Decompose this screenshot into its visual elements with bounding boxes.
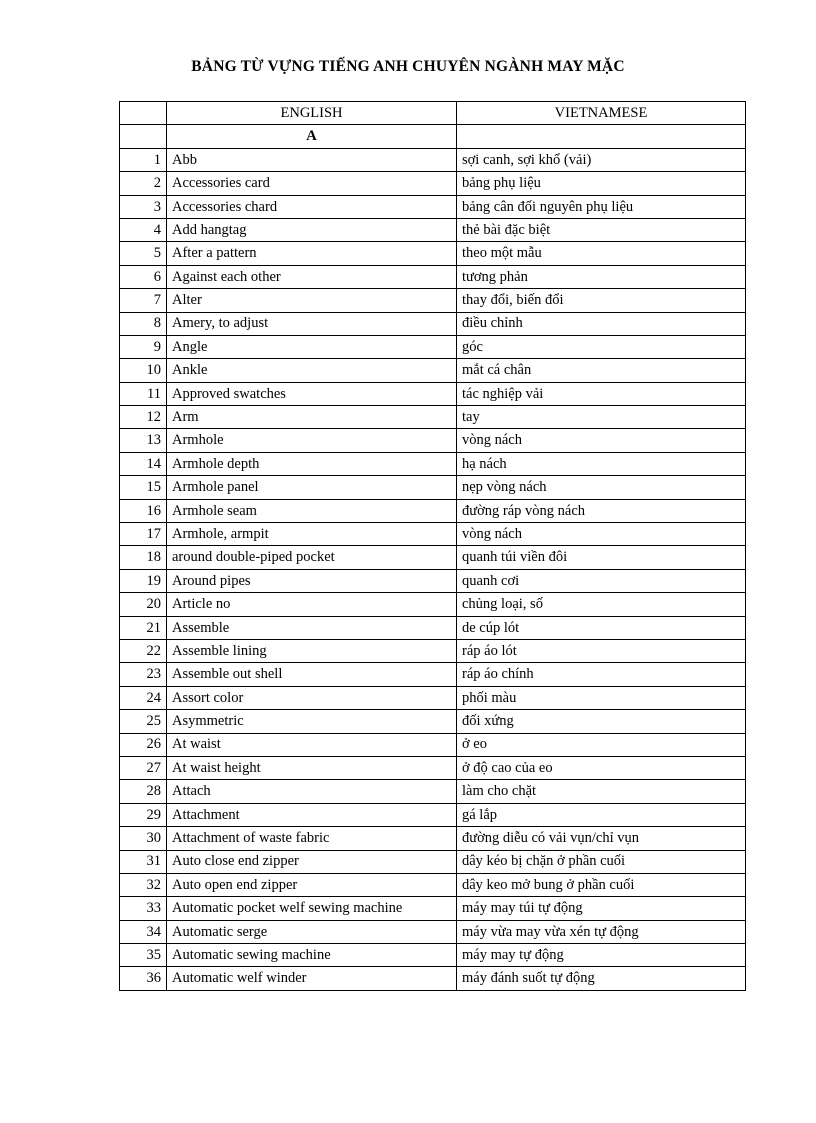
vietnamese-term: mắt cá chân xyxy=(457,359,746,382)
row-number: 9 xyxy=(120,335,167,358)
english-term: Accessories chard xyxy=(167,195,457,218)
vietnamese-term: điều chỉnh xyxy=(457,312,746,335)
table-row xyxy=(120,850,746,873)
vietnamese-term: de cúp lót xyxy=(457,616,746,639)
english-term: Auto open end zipper xyxy=(167,873,457,896)
table-row xyxy=(120,429,746,452)
vietnamese-term: máy đánh suốt tự động xyxy=(457,967,746,990)
table-row xyxy=(120,593,746,616)
table-row xyxy=(120,616,746,639)
english-term: Armhole seam xyxy=(167,499,457,522)
english-term: Add hangtag xyxy=(167,218,457,241)
row-number: 21 xyxy=(120,616,167,639)
row-number: 30 xyxy=(120,827,167,850)
vietnamese-term: vòng nách xyxy=(457,429,746,452)
row-number: 28 xyxy=(120,780,167,803)
english-term: Amery, to adjust xyxy=(167,312,457,335)
vietnamese-term: tương phản xyxy=(457,265,746,288)
table-row xyxy=(120,148,746,171)
vietnamese-term: quanh cơi xyxy=(457,569,746,592)
row-number: 23 xyxy=(120,663,167,686)
vietnamese-term: hạ nách xyxy=(457,452,746,475)
row-number: 12 xyxy=(120,406,167,429)
english-term: Auto close end zipper xyxy=(167,850,457,873)
row-number: 26 xyxy=(120,733,167,756)
row-number: 22 xyxy=(120,639,167,662)
row-number: 13 xyxy=(120,429,167,452)
section-letter: A xyxy=(167,125,457,148)
vietnamese-term: máy vừa may vừa xén tự động xyxy=(457,920,746,943)
vietnamese-term: máy may tự động xyxy=(457,944,746,967)
row-number: 36 xyxy=(120,967,167,990)
table-row xyxy=(120,920,746,943)
table-row xyxy=(120,873,746,896)
header-vietnamese: VIETNAMESE xyxy=(457,102,746,125)
vietnamese-term: tác nghiệp vải xyxy=(457,382,746,405)
vietnamese-term: vòng nách xyxy=(457,523,746,546)
table-row xyxy=(120,172,746,195)
english-term: Alter xyxy=(167,289,457,312)
english-term: Automatic sewing machine xyxy=(167,944,457,967)
row-number: 31 xyxy=(120,850,167,873)
row-number: 1 xyxy=(120,148,167,171)
table-row xyxy=(120,218,746,241)
english-term: Automatic serge xyxy=(167,920,457,943)
vietnamese-term: dây kéo bị chặn ở phần cuối xyxy=(457,850,746,873)
vietnamese-term: ráp áo lót xyxy=(457,639,746,662)
english-term: Around pipes xyxy=(167,569,457,592)
row-number: 17 xyxy=(120,523,167,546)
vocabulary-table xyxy=(119,101,746,991)
section-number-cell xyxy=(120,125,167,148)
table-row xyxy=(120,944,746,967)
english-term: Angle xyxy=(167,335,457,358)
section-row xyxy=(120,125,746,148)
vietnamese-term: đường diễu có vải vụn/chỉ vụn xyxy=(457,827,746,850)
table-row xyxy=(120,312,746,335)
vietnamese-term: đường ráp vòng nách xyxy=(457,499,746,522)
table-row xyxy=(120,452,746,475)
table-row xyxy=(120,523,746,546)
vietnamese-term: phối màu xyxy=(457,686,746,709)
vietnamese-term: thẻ bài đặc biệt xyxy=(457,218,746,241)
english-term: After a pattern xyxy=(167,242,457,265)
table-row xyxy=(120,733,746,756)
vietnamese-term: bảng cân đối nguyên phụ liệu xyxy=(457,195,746,218)
english-term: At waist height xyxy=(167,756,457,779)
english-term: Accessories card xyxy=(167,172,457,195)
row-number: 24 xyxy=(120,686,167,709)
row-number: 8 xyxy=(120,312,167,335)
row-number: 25 xyxy=(120,710,167,733)
row-number: 34 xyxy=(120,920,167,943)
table-row xyxy=(120,780,746,803)
vietnamese-term: thay đổi, biến đổi xyxy=(457,289,746,312)
vietnamese-term: ráp áo chính xyxy=(457,663,746,686)
vietnamese-term: dây keo mở bung ở phần cuối xyxy=(457,873,746,896)
english-term: Assemble xyxy=(167,616,457,639)
row-number: 16 xyxy=(120,499,167,522)
row-number: 27 xyxy=(120,756,167,779)
page-title: BẢNG TỪ VỰNG TIẾNG ANH CHUYÊN NGÀNH MAY MẶC xyxy=(191,58,625,75)
vietnamese-term: tay xyxy=(457,406,746,429)
table-row xyxy=(120,967,746,990)
vietnamese-term: gá lắp xyxy=(457,803,746,826)
english-term: Armhole panel xyxy=(167,476,457,499)
english-term: Attachment xyxy=(167,803,457,826)
table-row xyxy=(120,546,746,569)
table-row xyxy=(120,499,746,522)
table-row xyxy=(120,803,746,826)
row-number: 11 xyxy=(120,382,167,405)
header-number-cell xyxy=(120,102,167,125)
vietnamese-term: bảng phụ liệu xyxy=(457,172,746,195)
table-row xyxy=(120,827,746,850)
english-term: Assemble lining xyxy=(167,639,457,662)
english-term: Article no xyxy=(167,593,457,616)
vietnamese-term: máy may túi tự động xyxy=(457,897,746,920)
row-number: 7 xyxy=(120,289,167,312)
english-term: Approved swatches xyxy=(167,382,457,405)
english-term: Against each other xyxy=(167,265,457,288)
english-term: Armhole depth xyxy=(167,452,457,475)
table-row xyxy=(120,195,746,218)
english-term: At waist xyxy=(167,733,457,756)
english-term: Asymmetric xyxy=(167,710,457,733)
english-term: Armhole, armpit xyxy=(167,523,457,546)
row-number: 29 xyxy=(120,803,167,826)
vietnamese-term: nẹp vòng nách xyxy=(457,476,746,499)
table-row xyxy=(120,897,746,920)
english-term: Attach xyxy=(167,780,457,803)
table-row xyxy=(120,639,746,662)
table-row xyxy=(120,686,746,709)
vietnamese-term: đối xứng xyxy=(457,710,746,733)
row-number: 5 xyxy=(120,242,167,265)
table-row xyxy=(120,663,746,686)
row-number: 3 xyxy=(120,195,167,218)
row-number: 14 xyxy=(120,452,167,475)
vietnamese-term: sợi canh, sợi khổ (vải) xyxy=(457,148,746,171)
row-number: 20 xyxy=(120,593,167,616)
table-row xyxy=(120,359,746,382)
english-term: Abb xyxy=(167,148,457,171)
row-number: 15 xyxy=(120,476,167,499)
row-number: 32 xyxy=(120,873,167,896)
table-row xyxy=(120,382,746,405)
row-number: 19 xyxy=(120,569,167,592)
english-term: Arm xyxy=(167,406,457,429)
vietnamese-term: ở độ cao của eo xyxy=(457,756,746,779)
row-number: 6 xyxy=(120,265,167,288)
english-term: Assemble out shell xyxy=(167,663,457,686)
english-term: Armhole xyxy=(167,429,457,452)
table-row xyxy=(120,476,746,499)
vietnamese-term: theo một mẫu xyxy=(457,242,746,265)
row-number: 33 xyxy=(120,897,167,920)
row-number: 35 xyxy=(120,944,167,967)
vietnamese-term: ở eo xyxy=(457,733,746,756)
english-term: Automatic welf winder xyxy=(167,967,457,990)
table-row xyxy=(120,406,746,429)
section-empty-cell xyxy=(457,125,746,148)
english-term: Assort color xyxy=(167,686,457,709)
table-row xyxy=(120,335,746,358)
row-number: 10 xyxy=(120,359,167,382)
vietnamese-term: quanh túi viền đôi xyxy=(457,546,746,569)
row-number: 2 xyxy=(120,172,167,195)
row-number: 4 xyxy=(120,218,167,241)
english-term: Automatic pocket welf sewing machine xyxy=(167,897,457,920)
english-term: Ankle xyxy=(167,359,457,382)
table-row xyxy=(120,242,746,265)
table-row xyxy=(120,569,746,592)
table-row xyxy=(120,710,746,733)
english-term: Attachment of waste fabric xyxy=(167,827,457,850)
table-row xyxy=(120,289,746,312)
vietnamese-term: làm cho chặt xyxy=(457,780,746,803)
table-row xyxy=(120,756,746,779)
table-row xyxy=(120,265,746,288)
vietnamese-term: chủng loại, số xyxy=(457,593,746,616)
table-header-row xyxy=(120,102,746,125)
vietnamese-term: góc xyxy=(457,335,746,358)
row-number: 18 xyxy=(120,546,167,569)
english-term: around double-piped pocket xyxy=(167,546,457,569)
header-english: ENGLISH xyxy=(167,102,457,125)
